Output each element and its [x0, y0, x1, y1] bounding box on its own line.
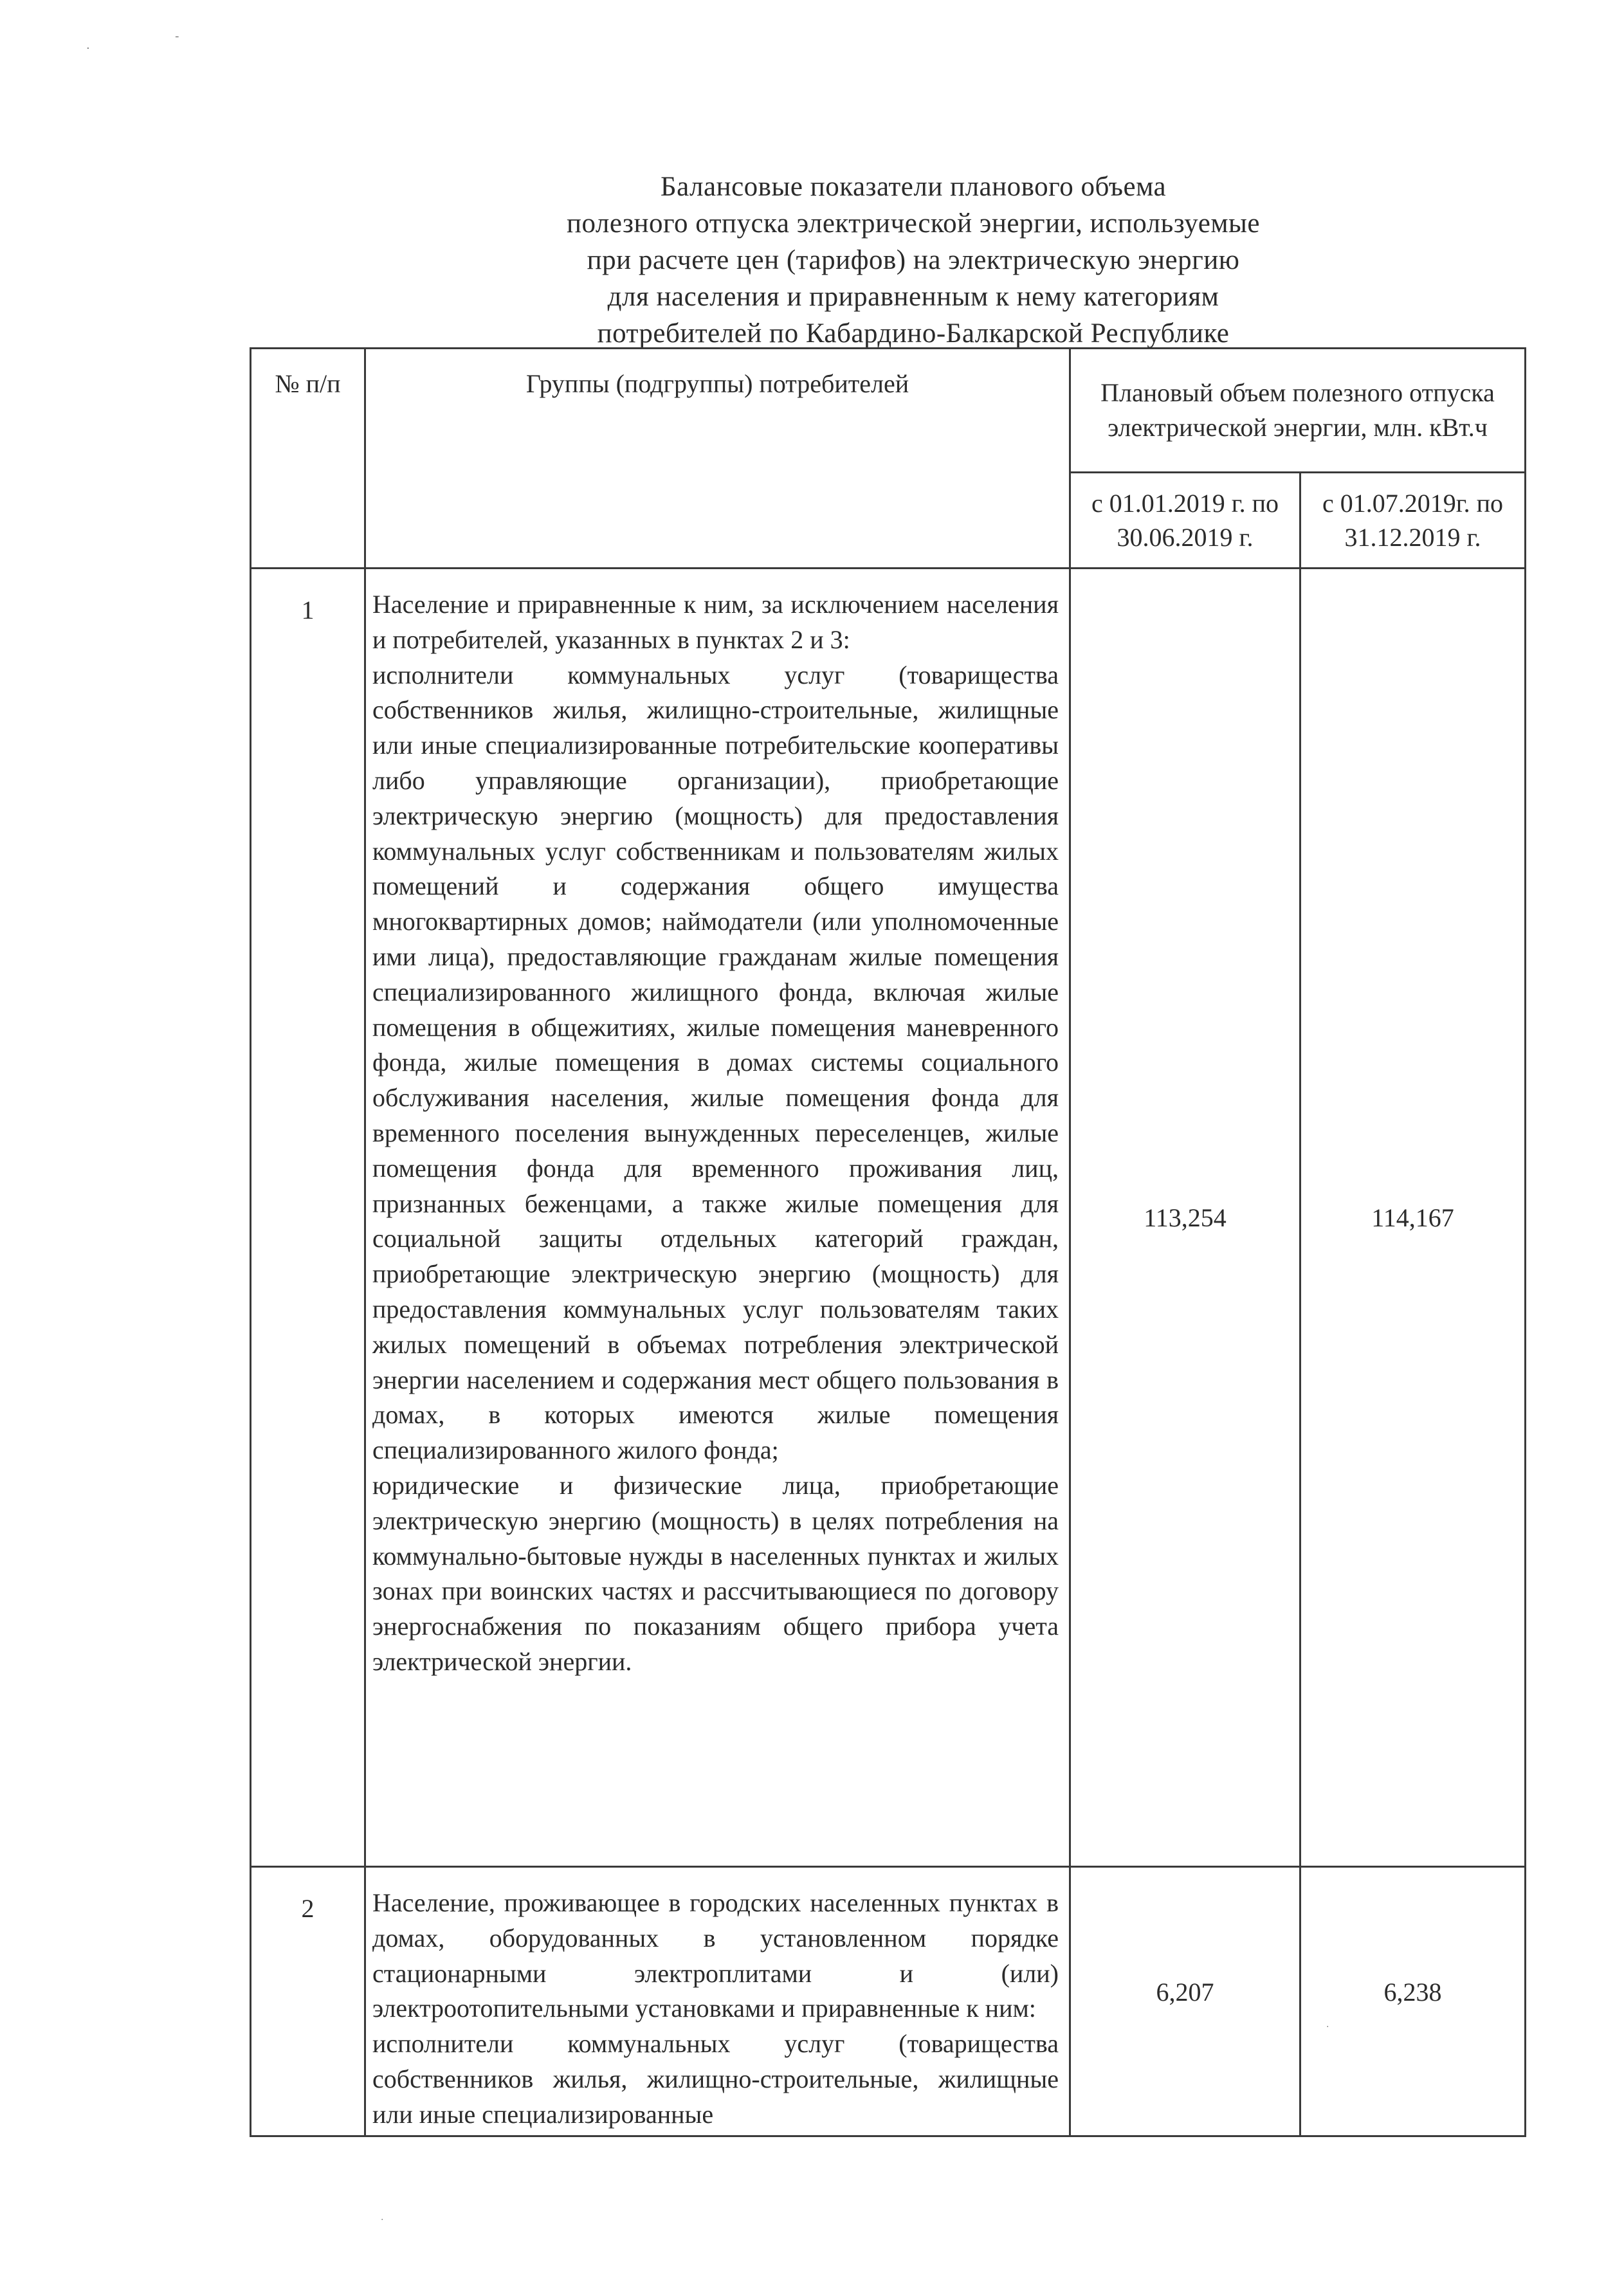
title-line: полезного отпуска электрической энергии, используемые — [566, 208, 1261, 239]
scan-speck: . — [1326, 2019, 1329, 2030]
scan-speck: . — [381, 2212, 384, 2223]
scan-speck: . — [86, 39, 90, 52]
row-description — [365, 569, 1070, 1867]
row-value-period-2: 6,238 — [1300, 1867, 1526, 2136]
row-value-period-1: 113,254 — [1070, 569, 1300, 1867]
row-paragraph: юридические и физические лица, приобретающие электрическую энергию (мощность) в целях потребления на коммунально-бытовые нужды в населенных пунктах и жилых зонах при воинских частях и рассчитывающиеся по договору энергоснабжения по показаниям общего прибора учета электрической энергии. — [372, 1470, 1059, 1676]
table-row — [251, 1867, 1526, 2136]
row-paragraph: исполнители коммунальных услуг (товарищества собственников жилья, жилищно-строительные, жилищные или иные специализированные — [372, 2029, 1059, 2129]
header-period-2: с 01.07.2019г. по 31.12.2019 г. — [1300, 473, 1526, 569]
row-number: 1 — [251, 569, 365, 1867]
row-value-period-2: 114,167 — [1300, 569, 1526, 1867]
row-paragraph: Население и приравненные к ним, за исключением населения и потребителей, указанных в пунктах 2 и 3: — [372, 590, 1059, 654]
header-group: Группы (подгруппы) потребителей — [365, 349, 1070, 569]
document-title — [360, 168, 1466, 352]
title-line: потребителей по Кабардино-Балкарской Республике — [597, 318, 1230, 349]
row-value-period-1: 6,207 — [1070, 1867, 1300, 2136]
header-num: № п/п — [251, 349, 365, 569]
balance-table — [250, 347, 1526, 2137]
header-row — [251, 349, 1526, 473]
row-description — [365, 1867, 1070, 2136]
header-plan: Плановый объем полезного отпуска электрической энергии, млн. кВт.ч — [1070, 349, 1526, 473]
table-row — [251, 569, 1526, 1867]
title-line: Балансовые показатели планового объема — [660, 172, 1167, 202]
scan-speck: - — [175, 30, 179, 43]
row-paragraph: исполнители коммунальных услуг (товарищества собственников жилья, жилищно-строительные, жилищные или иные специализированные потребительские кооперативы либо управляющие организации), приобретающие электрическую энергию (мощность) для предоставления коммунальных услуг собственникам и пользователям жилых помещений и содержания общего имущества многоквартирных домов; наймодатели (или уполномоченные ими лица), предоставляющие гражданам жилые помещения специализированного жилищного фонда, включая жилые помещения в общежитиях, жилые помещения маневренного фонда, жилые помещения в домах системы социального обслуживания населения, жилые помещения фонда для временного поселения вынужденных переселенцев, жилые помещения фонда для временного проживания лиц, признанных беженцами, а также жилые помещения для социальной защиты отдельных категорий граждан, приобретающие электрическую энергию (мощность) для предоставления коммунальных услуг пользователям таких жилых помещений в объемах потребления электрической энергии населением и содержания мест общего пользования в домах, в которых имеются жилые помещения специализированного жилого фонда; — [372, 660, 1059, 1465]
row-number: 2 — [251, 1867, 365, 2136]
header-period-1: с 01.01.2019 г. по 30.06.2019 г. — [1070, 473, 1300, 569]
row-paragraph: Население, проживающее в городских населенных пунктах в домах, оборудованных в установленном порядке стационарными электроплитами и (или) электроотопительными установками и приравненные к ним: — [372, 1888, 1059, 2023]
title-line: при расчете цен (тарифов) на электрическую энергию — [587, 245, 1240, 275]
title-line: для населения и приравненным к нему категориям — [607, 282, 1219, 312]
